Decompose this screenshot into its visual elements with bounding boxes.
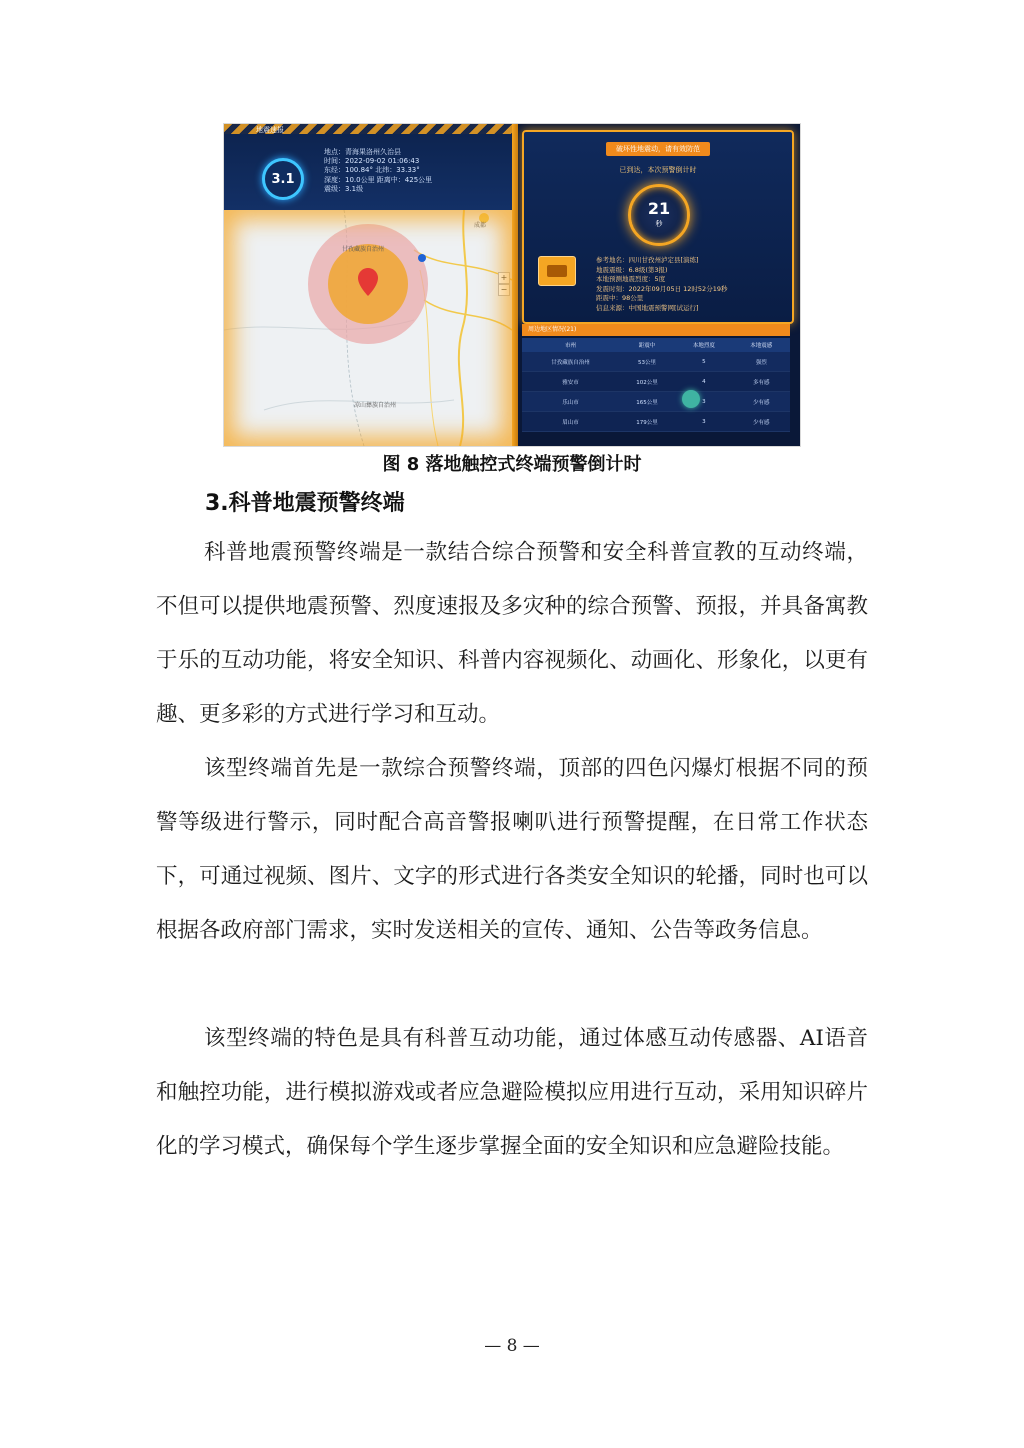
detail-line: 距震中：98公里 <box>596 294 644 302</box>
table-cell: 少有感 <box>733 392 790 412</box>
page-number: — 8 — <box>484 1336 540 1356</box>
detail-line: 地震震级：6.8级(第3报) <box>596 265 668 274</box>
paragraph: 该型终端的特色是具有科普互动功能，通过体感互动传感器、AI语音和触控功能，进行模拟游戏或者应急避险模拟应用进行互动，采用知识碎片化的学习模式，确保每个学生逐步掌握全面的安全知识和应急避险技能。 <box>156 1026 868 1159</box>
table-cell: 165公里 <box>619 392 675 412</box>
table-cell: 眉山市 <box>522 412 619 432</box>
table-cell: 179公里 <box>619 412 675 432</box>
table-cell: 强烈 <box>733 352 790 372</box>
countdown-timer <box>628 184 690 246</box>
table-cell: 5 <box>675 352 732 372</box>
zoom-in-button[interactable]: + <box>498 272 510 284</box>
table-header: 本地震感 <box>733 338 790 352</box>
info-line: 地点：青海果洛州久治县 <box>324 148 401 156</box>
table-row[interactable] <box>522 372 790 392</box>
detail-line: 参考地名：四川甘孜州泸定县[演练] <box>596 256 699 264</box>
nearby-title: 周边地区情况(21) <box>522 324 790 336</box>
detail-line: 发震时刻：2022年09月05日 12时52分19秒 <box>596 284 728 293</box>
paragraph: 科普地震预警终端是一款结合综合预警和安全科普宣教的互动终端，不但可以提供地震预警、烈度速报及多灾种的综合预警、预报，并具备寓教于乐的互动功能，将安全知识、科普内容视频化、动画化、形象化，以更有趣、更多彩的方式进行学习和互动。 <box>156 540 868 727</box>
figure-earthquake-terminal <box>224 124 800 446</box>
table-header-row <box>522 338 790 352</box>
info-line: 时间：2022-09-02 01:06:43 <box>324 157 420 166</box>
nearby-table <box>522 338 790 432</box>
zoom-out-button[interactable]: − <box>498 284 510 296</box>
table-cell: 甘孜藏族自治州 <box>522 352 619 372</box>
alert-details <box>596 256 727 313</box>
info-line: 深度：10.0公里 距离中：425公里 <box>324 175 433 184</box>
table-cell: 3 <box>675 392 732 412</box>
countdown-value: 21 <box>647 199 671 218</box>
map-label-prefecture: 甘孜藏族自治州 <box>342 246 385 253</box>
alert-box <box>522 130 794 324</box>
table-cell: 少有感 <box>733 412 790 432</box>
detail-line: 信息来源：中国地震预警网[试运行] <box>596 303 699 312</box>
map-view[interactable] <box>224 210 512 446</box>
alert-tag: 破坏性地震动，请有效防范 <box>606 142 710 156</box>
table-cell: 雅安市 <box>522 372 619 392</box>
table-header: 本地烈度 <box>675 338 732 352</box>
table-cell: 53公里 <box>619 352 675 372</box>
info-line: 东经：100.84° 北纬：33.33° <box>324 166 420 175</box>
table-cell: 3 <box>675 412 732 432</box>
table-header: 距震中 <box>619 338 675 352</box>
countdown-unit: 秒 <box>655 220 663 228</box>
alert-icon <box>538 256 576 286</box>
map-label-city: 成都 <box>474 222 487 229</box>
left-panel <box>224 134 512 446</box>
paragraph: 该型终端首先是一款综合预警终端，顶部的四色闪爆灯根据不同的预警等级进行警示，同时配合高音警报喇叭进行预警提醒，在日常工作状态下，可通过视频、图片、文字的形式进行各类安全知识的轮播，同时也可以根据各政府部门需求，实时发送相关的宣传、通知、公告等政务信息。 <box>156 756 868 943</box>
figure-caption: 图 8 落地触控式终端预警倒计时 <box>382 454 642 475</box>
arrive-text: 已到达，本次预警倒计时 <box>619 166 697 174</box>
table-cell: 102公里 <box>619 372 675 392</box>
quake-info-lines <box>324 148 432 194</box>
right-panel <box>518 124 800 446</box>
floating-action-button[interactable] <box>682 390 700 408</box>
table-header: 市州 <box>522 338 619 352</box>
table-cell: 乐山市 <box>522 392 619 412</box>
map-label-south: 凉山彝族自治州 <box>354 402 397 409</box>
magnitude-badge: 3.1 <box>262 158 304 200</box>
section-heading: 3.科普地震预警终端 <box>205 491 405 516</box>
figure-tab-label: 地震速报 <box>256 126 284 134</box>
table-row[interactable] <box>522 412 790 432</box>
quake-info-panel <box>224 134 512 210</box>
table-row[interactable] <box>522 352 790 372</box>
table-cell: 多有感 <box>733 372 790 392</box>
detail-line: 本地预测地震烈度：5度 <box>596 275 666 283</box>
table-cell: 4 <box>675 372 732 392</box>
info-line: 震级：3.1级 <box>324 184 364 193</box>
table-row[interactable] <box>522 392 790 412</box>
